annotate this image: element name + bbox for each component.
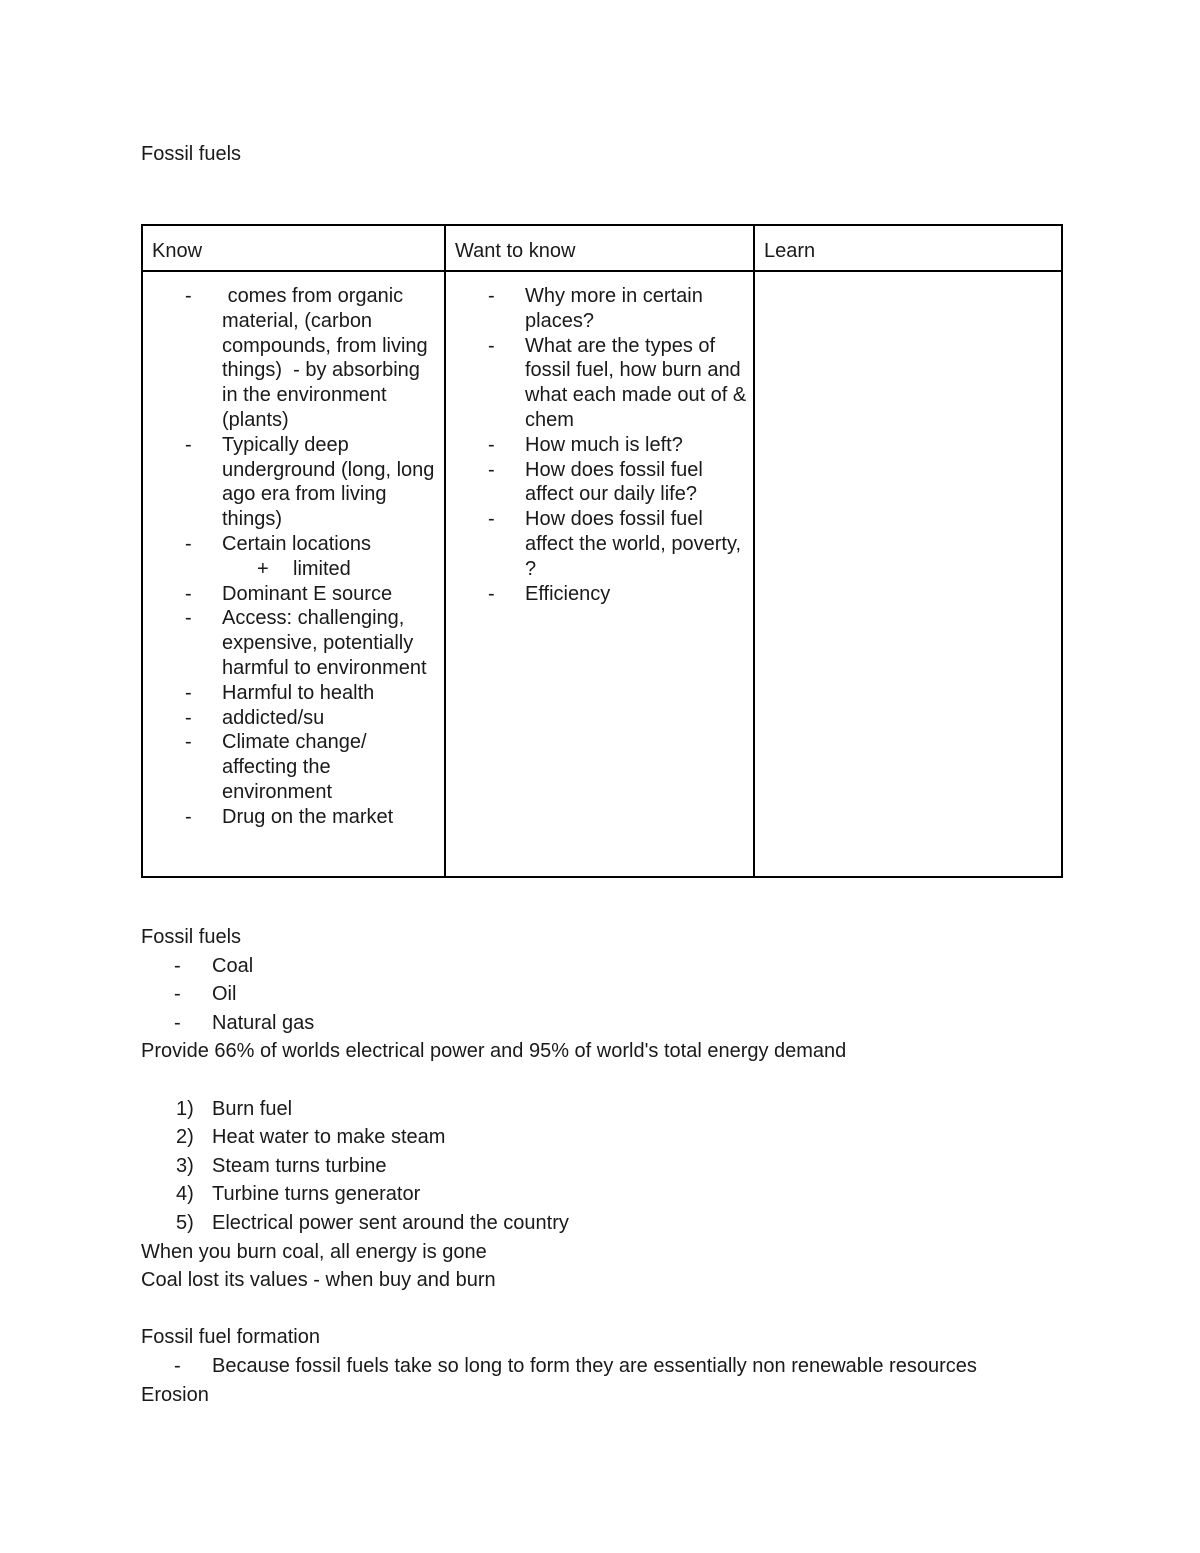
list-item: - Natural gas [174,1011,315,1034]
numbered-item: 3) Steam turns turbine [176,1154,387,1177]
list-item: - Because fossil fuels take so long to form they are essentially non renewable resources [174,1354,977,1377]
kwl-header-row [142,225,1062,271]
list-item: - Dominant E source [185,582,393,605]
kwl-table [141,224,1063,878]
list-item: - Typically deep underground (long, long ago era from living things) [185,433,435,531]
header-want-to-know: Want to know [445,225,754,271]
sub-list-item: + limited [257,557,351,580]
header-learn: Learn [754,225,1062,271]
want-to-know-cell [445,271,754,877]
section-heading: Fossil fuel formation [141,1326,320,1349]
list-item: - Coal [174,954,254,977]
fossil-fuels-section [141,923,1141,1409]
list-item: - Efficiency [488,582,611,605]
list-item: - What are the types of fossil fuel, how burn and what each made out of & chem [488,334,747,431]
list-item: - comes from organic material, (carbon compounds, from living things) - by absorbing in the environment (plants) [185,285,434,431]
list-item: - How does fossil fuel affect our daily life? [488,458,703,506]
numbered-item: 2) Heat water to make steam [176,1126,446,1149]
list-item: - Oil [174,983,237,1006]
numbered-item: 5) Electrical power sent around the country [176,1211,569,1234]
kwl-body-row [142,271,1062,877]
list-item: - Drug on the market [185,805,394,828]
note-line: When you burn coal, all energy is gone [141,1240,487,1263]
header-know: Know [142,225,445,271]
list-item: - Access: challenging, expensive, potentially harmful to environment [185,607,427,679]
list-item: - How does fossil fuel affect the world, poverty, ? [488,508,742,580]
list-item: - addicted/su [185,706,325,729]
page-title: Fossil fuels [141,143,242,165]
list-item: - Certain locations [185,532,371,555]
section-heading: Fossil fuels [141,926,242,948]
erosion-line: Erosion [141,1383,209,1406]
list-item: - How much is left? [488,433,683,456]
blank-line [141,1066,1141,1095]
know-cell [142,271,445,877]
learn-cell [754,271,1062,877]
blank-line [141,1295,1141,1324]
note-line: Coal lost its values - when buy and burn [141,1269,496,1292]
numbered-item: 4) Turbine turns generator [176,1183,421,1206]
list-item: - Harmful to health [185,681,375,704]
list-item: - Why more in certain places? [488,285,703,332]
provide-statement: Provide 66% of worlds electrical power and 95% of world's total energy demand [141,1040,847,1063]
know-list [143,284,444,830]
list-item: - Climate change/ affecting the environment [185,731,367,803]
numbered-item: 1) Burn fuel [176,1097,293,1120]
want-list [446,284,753,606]
